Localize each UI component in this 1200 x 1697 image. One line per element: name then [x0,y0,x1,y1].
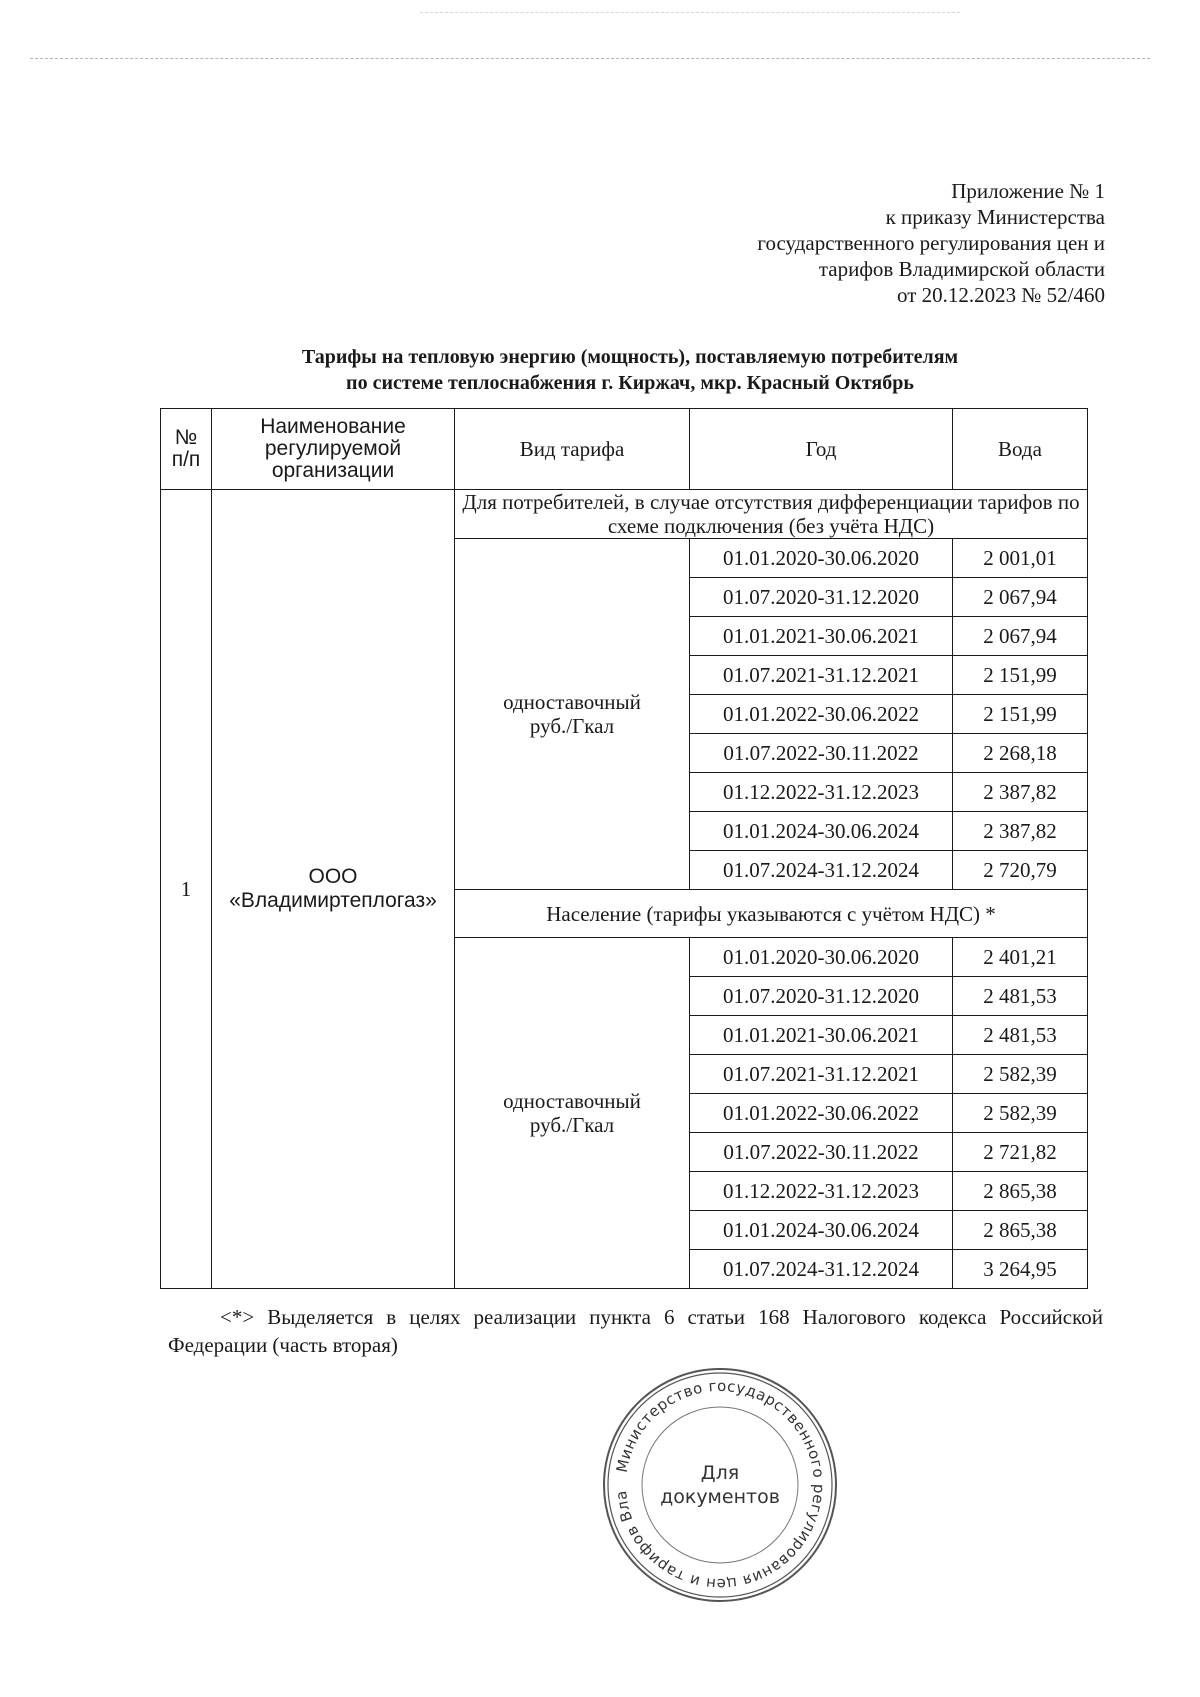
footnote-text: <*> Выделяется в целях реализации пункта 6 статьи 168 Налогового кодекса Российской Федерации (часть вторая) [168,1305,1103,1357]
period-cell: 01.07.2020-31.12.2020 [690,578,953,617]
tariff-value-cell: 2 151,99 [953,656,1088,695]
title-line: Тарифы на тепловую энергию (мощность), поставляемую потребителям [301,346,959,368]
period-cell: 01.01.2020-30.06.2020 [690,539,953,578]
org-name-line: «Владимиртеплогаз» [229,889,437,912]
tariff-value-cell: 2 401,21 [953,938,1088,977]
tariff-type [455,938,690,1289]
stamp-center-line: Для [700,1462,740,1484]
period-cell: 01.07.2024-31.12.2024 [690,1250,953,1289]
stamp-center [600,1365,840,1605]
tariff-value-cell: 2 582,39 [953,1094,1088,1133]
period-cell: 01.01.2024-30.06.2024 [690,1211,953,1250]
tariff-value-cell: 3 264,95 [953,1250,1088,1289]
tariff-value-cell: 2 001,01 [953,539,1088,578]
tariff-value-cell: 2 865,38 [953,1211,1088,1250]
appendix-header [757,178,1105,308]
tariff-value-cell: 2 582,39 [953,1055,1088,1094]
table-header-row [161,409,1088,490]
header-org: Наименование регулируемой организации [212,409,455,490]
section-title: Население (тарифы указываются с учётом НДС) * [455,890,1088,938]
scan-artifact [30,58,1150,59]
period-cell: 01.01.2024-30.06.2024 [690,812,953,851]
header-water: Вода [953,409,1088,490]
header-num: № п/п [161,409,212,490]
tariff-table [160,408,1088,1289]
period-cell: 01.07.2022-30.11.2022 [690,1133,953,1172]
row-number: 1 [161,490,212,1289]
tariff-unit: руб./Гкал [529,714,615,738]
footnote [168,1303,1103,1359]
title-line: по системе теплоснабжения г. Киржач, мкр. Красный Октябрь [346,372,914,394]
appendix-line: Приложение № 1 [951,179,1105,203]
period-cell: 01.01.2022-30.06.2022 [690,1094,953,1133]
tariff-type-line: одноставочный [503,1089,641,1113]
tariff-value-cell: 2 387,82 [953,773,1088,812]
tariff-value-cell: 2 067,94 [953,578,1088,617]
period-cell: 01.07.2021-31.12.2021 [690,656,953,695]
official-stamp [600,1365,840,1605]
period-cell: 01.07.2024-31.12.2024 [690,851,953,890]
tariff-type [455,539,690,890]
tariff-value-cell: 2 387,82 [953,812,1088,851]
tariff-value-cell: 2 720,79 [953,851,1088,890]
period-cell: 01.01.2022-30.06.2022 [690,695,953,734]
tariff-value-cell: 2 151,99 [953,695,1088,734]
document-title [160,344,1100,396]
appendix-line: тарифов Владимирской области [818,257,1105,281]
appendix-line: к приказу Министерства [885,205,1105,229]
stamp-center-line: документов [660,1486,780,1508]
period-cell: 01.12.2022-31.12.2023 [690,1172,953,1211]
tariff-value-cell: 2 268,18 [953,734,1088,773]
tariff-unit: руб./Гкал [529,1113,615,1137]
period-cell: 01.01.2021-30.06.2021 [690,617,953,656]
tariff-value-cell: 2 067,94 [953,617,1088,656]
period-cell: 01.01.2020-30.06.2020 [690,938,953,977]
scan-artifact [420,12,960,13]
appendix-line: государственного регулирования цен и [757,231,1105,255]
tariff-value-cell: 2 721,82 [953,1133,1088,1172]
org-name-line: ООО [308,865,358,888]
period-cell: 01.07.2022-30.11.2022 [690,734,953,773]
section-title: Для потребителей, в случае отсутствия дифференциации тарифов по схеме подключения (без учёта НДС) [455,490,1088,539]
tariff-type-line: одноставочный [503,690,641,714]
period-cell: 01.12.2022-31.12.2023 [690,773,953,812]
tariff-value-cell: 2 481,53 [953,1016,1088,1055]
tariff-value-cell: 2 481,53 [953,977,1088,1016]
period-cell: 01.07.2021-31.12.2021 [690,1055,953,1094]
period-cell: 01.01.2021-30.06.2021 [690,1016,953,1055]
appendix-line: от 20.12.2023 № 52/460 [896,283,1105,307]
org-name [212,490,455,1289]
tariff-value-cell: 2 865,38 [953,1172,1088,1211]
header-year: Год [690,409,953,490]
header-tariff-type: Вид тарифа [455,409,690,490]
svg-text:Министерство государственного: Министерство государственного регулирования цен и тарифов Вла [612,1376,829,1594]
period-cell: 01.07.2020-31.12.2020 [690,977,953,1016]
section-row [161,490,1088,539]
